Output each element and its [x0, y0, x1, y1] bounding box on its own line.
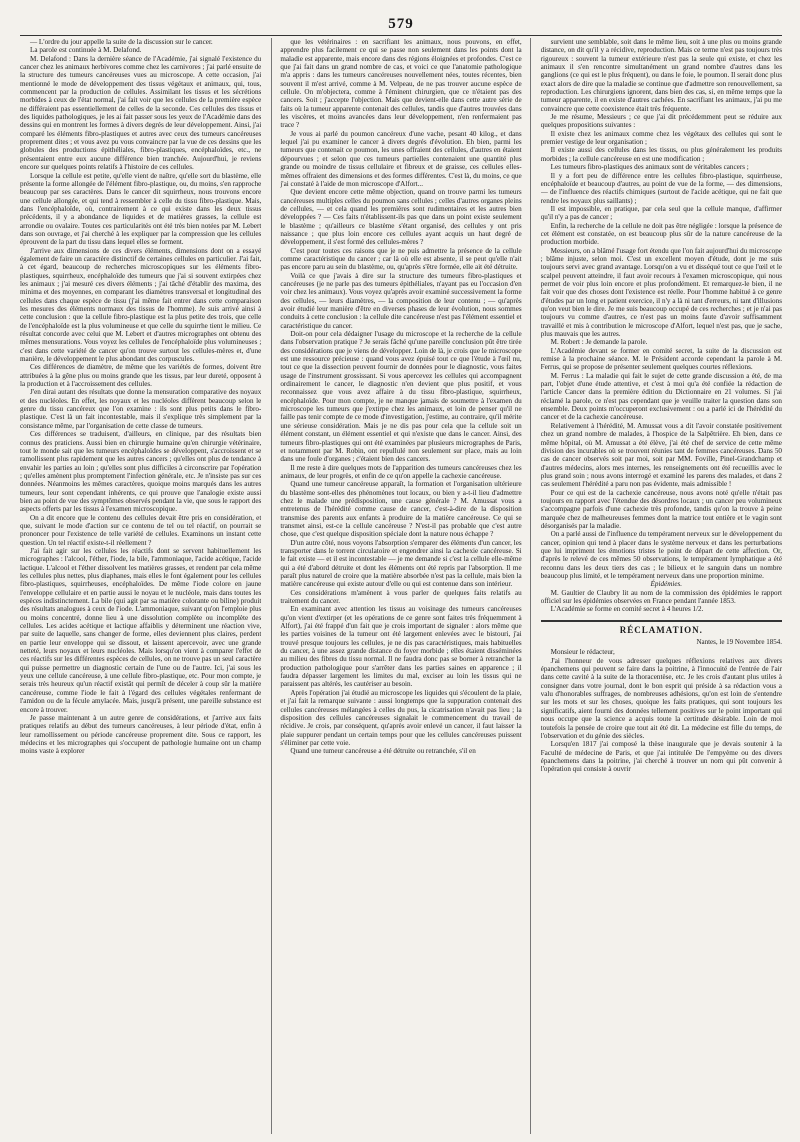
paragraph: Il existe aussi des cellules dans les tissus, ou plus généralement les produits morbides ; la cellule cancéreuse en est une modification ;: [540, 146, 782, 163]
paragraph: Quand une tumeur cancéreuse a été détruite ou retranchée, s'il en: [290, 747, 476, 756]
paragraph: L'Académie devant se former en comité secret, la suite de la discussion est remise à la prochaine séance. M. le Président accorde cependant la parole à M. Ferrus, qui se propose de présenter seulement quelques courtes réflexions.: [540, 346, 782, 372]
paragraph: Quand une tumeur cancéreuse apparaît, la formation et l'organisation ultérieure du blastème sont-elles des phénomènes tout locaux, ou bien y a-t-il lieu d'admettre chez le malade une prédisposition, une cause générale ? M. Amussat vous a entretenus de l'hérédité comme cause de cancer, c'est-à-dire de la disposition transmise des parents aux enfants à produire de la matière cancéreuse. Ce qui se transmet ainsi, est-ce la cellule cancéreuse ? N'est-il pas probable que c'est autre chose, que c'est quelque disposition spéciale dont la nature nous échappe ?: [280, 480, 522, 539]
paragraph: Il me reste à dire quelques mots de l'apparition des tumeurs cancéreuses chez les animaux, de leur progrès, et enfin de ce qu'on appelle la cachexie cancéreuse.: [280, 463, 522, 480]
paragraph: Voilà ce que j'avais à dire sur la structure des tumeurs fibro-plastiques et cancéreuses (je ne parle pas des tumeurs épithéliales, n'ayant pas eu l'occasion d'en voir chez les animaux). Vous voyez qu'après avoir examiné successivement la forme des cellules, — leurs diamètres, — la composition de leur contenu ; — qu'après avoir étudié leur manière d'être en diverses phases de leur évolution, nous sommes conduits à cette conclusion : la cellule dite cancéreuse n'est pas l'élément essentiel et caractéristique du cancer.: [280, 271, 522, 330]
paragraph: Il existe chez les animaux comme chez les végétaux des cellules qui sont le premier vestige de leur organisation ;: [540, 129, 782, 147]
paragraph: Les tumeurs fibro-plastiques des animaux sont de véritables cancers ;: [550, 163, 749, 172]
paragraph: En examinant avec attention les tissus au voisinage des tumeurs cancéreuses qu'on vient d'extirper (et les opérations de ce genre sont faites très fréquemment à Alfort), j'ai été frappé d'un fait que je crois important de signaler : alors même que les parties voisines de la tumeur ont été largement enlevées avec le bistouri, j'ai trouvé presque toujours les cellules, je ne dis pas caractéristiques, mais habituelles du cancer, à une assez grande distance du foyer morbide ; elles étaient disséminées au milieu des fibres du tissu normal. Il ne faudra donc pas se borner à retrancher la production pathologique pour s'arrêter dans les parties saines en apparence ; il faudra dépasser largement les limites du mal, exciser au loin les tissus qui ne paraissent pas altérés, les cautériser au besoin.: [280, 605, 522, 689]
paragraph: C'est pour toutes ces raisons que je ne puis admettre la présence de la cellule comme caractéristique du cancer ; car là où elle est absente, il se peut qu'elle n'ait pas encore paru au sein du blastème, ou, qu'après s'être formée, elle ait été détruite.: [280, 246, 522, 272]
reclamation-dateline: Nantes, le 19 Novembre 1854.: [696, 638, 782, 647]
paragraph: Je vous ai parlé du poumon cancéreux d'une vache, pesant 40 kilog., et dans lequel j'ai pu examiner le cancer à divers degrés d'évolution. Eh bien, parmi les tumeurs que contenait ce poumon, les unes offraient des cellules, d'autres en étaient dépourvues ; et selon que ces tumeurs partielles contenaient une quantité plus grande ou moindre de tissus cellulaire et fibreux et de graisse, ces cellules elles-mêmes offraient des dimensions et des formes différentes. C'est là, du moins, ce que j'ai constaté à l'aide de mon microscope d'Alfort...: [280, 129, 522, 188]
paragraph: J'arrive aux dimensions de ces divers éléments, dimensions dont on a essayé également de faire un caractère distinctif de certaines cellules en particulier. J'ai fait, à cet égard, beaucoup de recherches microscopiques sur les éléments fibro-plastiques, squirrheux, encéphaloïde des tumeurs que j'ai si souvent extirpées chez les animaux ; j'ai mesuré ces divers éléments ; j'ai tâché d'établir des maxima, des minima et des moyennes, en comparant les diamètres transversal et longitudinal des cellules dans chaque espèce de tissu (j'ai même fait entrer dans cette comparaison les mesures des éléments normaux des tissus de l'homme). Je suis arrivé ainsi à cette conclusion : que la cellule fibro-plastique est la plus petite des trois, que celle de l'encéphaloïde est la plus volumineuse et que celle du squirrhe tient le milieu. Ce résultat concorde avec celui que M. Lebert et d'autres micrographes ont obtenu des mêmes mensurations. Vous voyez les cellules de l'encéphaloïde plus volumineuses ; c'est dans cette variété de cancer qu'on trouve surtout les cellules-mères et, d'une manière, le développement le plus abondant des corpuscules.: [20, 246, 262, 364]
paragraph: L'Académie se forme en comité secret à 4 heures 1/2.: [550, 605, 704, 614]
header-rule: [20, 35, 782, 36]
paragraph: M. Gaultier de Claubry lit au nom de la commission des épidémies le rapport officiel sur les épidémies observées en France pendant l'année 1853.: [540, 588, 782, 606]
paragraph: Pour ce qui est de la cachexie cancéreuse, nous avons noté qu'elle n'était pas toujours en rapport avec l'étendue des désordres locaux ; un cancer peu volumineux s'accompagne parfois d'une cachexie très profonde, tandis qu'on la trouve à peine marquée chez de malheureuses femmes dont la matrice tout entière et le vagin sont désorganisés par la maladie.: [540, 488, 782, 530]
paragraph: Messieurs, on a blâmé l'usage fort étendu que l'on fait aujourd'hui du microscope ; blâme injuste, selon moi. C'est un excellent moyen d'étude, dont je me suis toujours servi avec grand avantage. Lorsqu'on a vu et disséqué tout ce que l'œil et le scalpel peuvent atteindre, il faut avoir recours à l'examen microscopique, qui nous permet de voir plus loin encore et plus profondément. Et remarquez-le bien, il ne fait voir que des choses dont l'existence est réelle. Pour l'homme habitué à ce genre d'études par un long et patient exercice, il n'y a là ni tant d'erreurs, ni tant d'illusions qu'on veut bien le dire. Je me suis beaucoup occupé de ces recherches ; et je n'ai pas toujours vu comme d'autres, ce n'est pas un moins faute d'avoir suffisamment travaillé et mis à contribution le microscope d'Alfort, lequel n'est pas, que je sache, plus mauvais que les autres.: [540, 246, 782, 339]
paragraph: D'un autre côté, nous voyons l'absorption s'emparer des éléments d'un cancer, les transporter dans le torrent circulatoire et engendrer ainsi la cachexie cancéreuse. Si le fait existe — et il est incontestable — je me demande si c'est la cellule elle-même qui a été d'abord détruite et dont les éléments ont été repris par l'absorption. Il me paraît plus naturel de croire que la matière absorbée n'est pas la cellule, mais bien la matière cancéreuse qui existe autour d'elle ou qui est contenue dans son intérieur.: [280, 538, 522, 589]
paragraph: M. Ferrus : La maladie qui fait le sujet de cette grande discussion a été, de ma part, l'objet d'une étude attentive, et c'est à moi qu'a été confiée la rédaction de l'article Cancer dans la première édition du Dictionnaire en 21 volumes. Si j'ai réclamé la parole, ce n'est pas cependant que je veuille traiter la question dans son ensemble. Deux points m'occuperont exclusivement : ou a parlé ici de l'hérédité du cancer et de la cachexie cancéreuse.: [540, 371, 782, 422]
reclamation-body: [541, 657, 782, 774]
paragraph: Ces considérations m'amènent à vous parler de quelques faits relatifs au traitement du cancer.: [280, 588, 522, 606]
column-middle: [271, 38, 530, 1134]
paragraph: Enfin, la recherche de la cellule ne doit pas être négligée : lorsque la présence de cet élément est constatée, on est beaucoup plus sûr de la nature cancéreuse de la production morbide.: [540, 221, 782, 247]
paragraph: On a parlé aussi de l'influence du tempérament nerveux sur le développement du cancer, opinion qui tend à placer dans le système nerveux et dans les perturbations que lui impriment les émotions tristes le point de départ de cette affection. Or, d'après le relevé de ces mêmes 50 observations, le tempérament lymphatique a été reconnu dans les deux tiers des cas ; le bilieux et le sanguin dans un nombre beaucoup plus limité, et le tempérament nerveux dans une proportion minime.: [540, 530, 782, 580]
paragraph: Il est impossible, en pratique, par cela seul que la cellule manque, d'affirmer qu'il n'y a pas de cancer ;: [540, 204, 782, 222]
paragraph: M. Delafond : Dans la dernière séance de l'Académie, j'ai signalé l'existence du cancer chez les animaux herbivores comme chez les carnivores ; j'ai parlé ensuite de la structure des tumeurs cancéreuses vues au microscope. A cette occasion, j'ai mentionné le mode de développement des tissus végétaux et animaux, qui, tous, commencent par la production de cellules. Assimilant les tissus et les sécrétions morbides à ceux de l'état normal, j'ai fait voir que les cellules de la première espèce ne différaient pas essentiellement de celles de la seconde. Ces cellules des tissus et des liquides pathologiques, je les ai fait passer sous les yeux de l'Académie dans des dessins qui en montrent les formes à divers degrés de leur développement. Ainsi, j'ai comparé les éléments fibro-plastiques et autres avec ceux des tumeurs cancéreuses proprement dites ; et vous avez pu vous convaincre par la vue de ces dessins que les globules des productions épithéliales, fibro-plastiques, encéphaloïdes, etc., ne présentaient entre eux aucune différence bien tranchée. Aujourd'hui, je reviens encore sur quelques points relatifs à l'histoire de ces cellules.: [20, 54, 262, 172]
paragraph: — L'ordre du jour appelle la suite de la discussion sur le cancer.: [30, 38, 213, 46]
reclamation-greeting: Monsieur le rédacteur,: [550, 648, 615, 657]
column-left: [20, 38, 261, 1134]
paragraph: J'ai fait agir sur les cellules les réactifs dont se servent habituellement les micrographes : l'alcool, l'éther, l'iode, la bile, l'ammoniaque, l'acide acétique, l'acide lactique. L'alcool et l'éther dissolvent les matières grasses, et rendent par cela même les cellules plus nettes, plus diaphanes, mais elles le font également pour les cellules fibro-plastiques, squirrheuses, encéphaloïdes. De même l'iode colore en jaune l'enveloppe cellulaire et en partie aussi le noyau et le nucléole, mais dans toutes les espèces indistinctement. La bile (qui agit par sa matière colorante ou biline) produit des résultats analogues à ceux de l'iode. L'ammoniaque, suivant qu'on l'emploie plus ou moins concentré, donne lieu à une dissolution complète ou incomplète des cellules. Les acides acétique et lactique affaiblis y déterminent une réaction vive, par suite de laquelle, sans changer de forme, elles deviennent plus claires, perdent en partie leur enveloppe qui se dissout, et laissent apercevoir, avec une grande netteté, leurs noyaux et leurs nucléoles. Mais lorsqu'on vient à comparer l'effet de ces réactifs sur les différentes espèces de cellules, on ne trouve pas un seul caractère qui puisse permettre un diagnostic certain de l'une ou de l'autre. Ici, j'ai sous les yeux une cellule cancéreuse, à une cellule fibro-plastique, etc. Pour mon compte, je serais très heureux qu'un réactif existât qui permît de déceler à coup sûr la matière cancéreuse, comme l'iode le fait à l'égard des cellules végétales renfermant de l'amidon ou de la fécule amylacée. Mais, jusqu'à présent, une pareille substance est encore à trouver.: [20, 546, 262, 714]
paragraph: La parole est continuée à M. Delafond.: [30, 46, 142, 55]
paragraph: Lorsque la cellule est petite, qu'elle vient de naître, qu'elle sort du blastème, elle présente la forme allongée de l'élément fibro-plastique, ou, du moins, s'en rapproche beaucoup par ses caractères. Dans le cancer dit squirrheux, nous trouvons encore une cellule allongée, et qui tend à ressembler à celle du tissu fibro-plastique. Mais, dans l'encéphaloïde, où, contrairement à ce qui existe dans les deux tissus précédents, il y a abondance de liquides et de matières grasses, la cellule est arrondie ou ovalaire. Toutes ces particularités ont été très bien notées par M. Lebert dans son ouvrage, et j'ai cherché à les expliquer par la compression que les cellules éprouvent de la part du tissu dans lequel elles se forment.: [20, 171, 262, 247]
paragraph: Doit-on pour cela dédaigner l'usage du microscope et la recherche de la cellule dans l'observation pratique ? Je serais fâché qu'une pareille conclusion pût être tirée des considérations que je viens de développer. Loin de là, je crois que le microscope est une ressource précieuse : quand vous avez épuisé tout ce que l'étude à l'œil nu, tout ce que la dissection peuvent fournir de données pour le diagnostic, vous faites usage de l'instrument grossissant. Si vous apercevez les cellules qui accompagnent ordinairement le cancer, le diagnostic n'en devient que plus positif, et vous reconnaissez que vous avez affaire à du tissu fibro-plastique, squirrheux, encéphaloïde. Pour mon compte, je ne manque jamais de soumettre à l'examen du microscope les tumeurs que j'extirpe chez les animaux, et loin de penser qu'il ne faille pas tenir compte de ce mode d'investigation, j'estime, au contraire, qu'il mérite une sérieuse considération. Mais je ne dis pas pour cela que la cellule soit un élément constant, un élément essentiel et qui n'existe que dans le cancer. Ainsi, des tumeurs fibro-plastiques qui ont été examinées par plusieurs micrographes de Paris, et notamment par M. Robin, ont repullulé non seulement sur place, mais au loin dans une foule d'organes ; c'étaient bien des cancers.: [280, 330, 522, 464]
column-right-body: [541, 38, 782, 614]
paragraph: survient une semblable, soit dans le même lieu, soit à une plus ou moins grande distance, on dit qu'il y a récidive, reproduction. Mais ce terme n'est pas toujours très rigoureux : souvent la tumeur extérieure n'est pas la seule qui existe, et chez les animaux il s'en rencontre simultanément un grand nombre d'autres dans les ganglions (ce qui est le plus fréquent), ou dans le foie, le poumon. Il serait donc plus exact alors de dire que la maladie se continue que d'admettre son renouvellement, sa reproduction. Les chirurgiens ignorent, dans bien des cas, si, en même temps que la tumeur apparente, il en existe d'autres cachées. En sacrifiant les animaux, j'ai pu me convaincre que cette coexistence était très fréquente.: [540, 38, 782, 113]
paragraph: Ces différences de diamètre, de même que les variétés de formes, doivent être attribuées à la gêne plus ou moins grande que les tissus, par leur dureté, opposent à la production et à l'accroissement des cellules.: [20, 363, 262, 389]
paragraph: Lorsqu'en 1817 j'ai composé la thèse inaugurale que je devais soutenir à la Faculté de médecine de Paris, et que j'ai intitulée De l'empyème ou des divers épanchemens dans la poitrine, j'ai cherché à trouver un nom qui pût convenir à l'opération qui consiste à ouvrir: [540, 740, 782, 774]
page-header: [20, 14, 782, 38]
paragraph: que les vétérinaires : en sacrifiant les animaux, nous pouvons, en effet, apprendre plus facilement ce qui se passe non seulement dans les points dont la maladie est apparente, mais encore dans des régions éloignées et profondes. C'est ce que j'ai fait dans un grand nombre de cas, et voici ce que l'anatomie pathologique m'a appris : dans les tumeurs cancéreuses nouvellement nées, toutes récentes, bien souvent il m'est arrivé, comme à M. Velpeau, de ne pas trouver aucune espèce de cellule. On m'objectera, comme à l'éminent chirurgien, que ce n'étaient pas des cancers. Soit ; j'accepte l'objection. Mais que devient-elle dans cette autre série de faits où la tumeur apparente contenait des cellules, tandis que d'autres trouvées dans les viscères, et moins avancées dans leur développement, n'en renfermaient pas trace ?: [280, 38, 522, 130]
paragraph: Que devient encore cette même objection, quand on trouve parmi les tumeurs cancéreuses multiples celles du poumon sans cellules ; celles d'autres organes pleins de cellules, — et cela quand les premières sont rudimentaires et les autres bien développées ? — Ces faits n'établissent-ils pas que dans un point existe seulement le blastème ; qu'ailleurs ce blastème s'étant organisé, des cellules y ont pris naissance ; que plus loin encore ces cellules ayant acquis un haut degré de développement, il s'est formé des cellules-mères ?: [280, 188, 522, 247]
paragraph: J'ai l'honneur de vous adresser quelques réflexions relatives aux divers épanchemens qui peuvent se faire dans la poitrine, à l'innocuité de l'entrée de l'air dans cette cavité à la suite de la thoracentèse, etc. Je les crois d'autant plus utiles à consigner dans votre journal, dont le bon esprit qui préside à sa rédaction vous a valu d'honorables suffrages, de nombreuses adhésions, qu'on est loin de s'entendre sur les mots et sur les choses, quoique les faits pratiques, qui sont toujours les significatifs, aient fourni des données tellement positives sur le point important qui nous occupe que la science a acquis toute la certitude désirable. Loin de moi toutefois la pensée de croire que tout ait été dit. La médecine est fille du temps, de l'observation et du génie des siècles.: [540, 656, 782, 740]
page-number: 579: [388, 16, 414, 32]
text-columns: [20, 38, 782, 1134]
paragraph: M. Robert : Je demande la parole.: [550, 338, 648, 347]
paragraph: J'en dirai autant des résultats que donne la mensuration comparative des noyaux et des nucléoles. En effet, les noyaux et les nucléoles diffèrent beaucoup selon le genre du tissu cancéreux que l'on examine : ils sont plus petits dans le fibro-plastique. C'est là un fait incontestable, mais il s'explique très simplement par la consistance même, par l'organisation de cette classe de tumeurs.: [20, 388, 262, 430]
paragraph: Je passe maintenant à un autre genre de considérations, et j'arrive aux faits pratiques relatifs au début des tumeurs cancéreuses, à leur période d'état, enfin à leur ramollissement ou période cancéreuse proprement dite. Sous ce rapport, les médecins et les micrographes qui s'occupent de pathologie humaine ont un champ moins vaste à explorer: [20, 713, 262, 756]
paragraph: Épidémies.: [650, 580, 683, 589]
paragraph: On a dit encore que le contenu des cellules devait être pris en considération, et que, suivant le mode d'action sur ce contenu de tel ou tel réactif, on pourrait se prononcer pour l'existence de telle variété de cellules. Examinons un instant cette question. Un tel réactif existe-t-il réellement ?: [20, 513, 262, 547]
paragraph: Après l'opération j'ai étudié au microscope les liquides qui s'écoulent de la plaie, et j'ai fait la remarque suivante : aussi longtemps que la suppuration contenait des cellules cancéreuses mélangées à celles du pus, la cicatrisation n'avait pas lieu ; la disposition des cellules cancéreuses signalait le commencement du travail de récidive. Je crois, par conséquent, qu'après avoir enlevé un cancer, il faut laisser la plaie suppurer pendant un certain temps pour que les cellules cancéreuses puissent s'éliminer par cette voie.: [280, 688, 522, 747]
paragraph: Ces différences se traduisent, d'ailleurs, en clinique, par des résultats bien connus des praticiens. Aussi bien en chirurgie humaine qu'en chirurgie vétérinaire, tout le monde sait que les tumeurs encéphaloïdes se développent, s'accroissent et se ramollissent plus rapidement que les autres cancers ; qu'elles ont plus de tendance à envahir les parties au loin ; qu'elles sont plus difficiles à circonscrire par l'opération ; qu'elles amènent plus promptement l'infection générale, etc. Je n'insiste pas sur ces données. Néanmoins les mêmes caractères, quoique moins marqués dans les autres tumeurs, leur sont cependant inhérents, ce qui prouve que l'analogie existe aussi bien au point de vue des symptômes observés pendant la vie, que sous le rapport des aspects offerts par les tissus à l'examen microscopique.: [20, 430, 262, 514]
column-right: [541, 38, 782, 1134]
paragraph: Relativement à l'hérédité, M. Amussat vous a dit l'avoir constatée positivement chez un grand nombre de malades, à l'hospice de la Salpêtrière. Eh bien, dans ce même hôpital, où M. Amussat a été élève, j'ai été chef de service de cette même division des incurables où se trouvent réunies tant de femmes cancéreuses. Dans 50 cas de cancer observés soit par moi, soit par MM. Foville, Pinel-Grandchamp et d'autres médecins, alors mes internes, les renseignements ont été recueillis avec le plus grand soin ; nous avons interrogé et examiné les parens des malades, et dans 2 cas seulement l'hérédité a paru non pas évidente, mais admissible !: [540, 421, 782, 489]
reclamation-title: RÉCLAMATION.: [541, 620, 782, 634]
paragraph: Je me résume, Messieurs ; ce que j'ai dit précédemment peut se réduire aux quelques propositions suivantes :: [540, 113, 782, 130]
paragraph: Il y a fort peu de différence entre les cellules fibro-plastique, squirrheuse, encéphaloïde et beaucoup d'autres, au point de vue de la forme, — des dimensions, — de l'influence des réactifs chimiques (surtout de l'acide acétique, qui ne fait que rendre les noyaux plus saillants) ;: [540, 171, 782, 205]
